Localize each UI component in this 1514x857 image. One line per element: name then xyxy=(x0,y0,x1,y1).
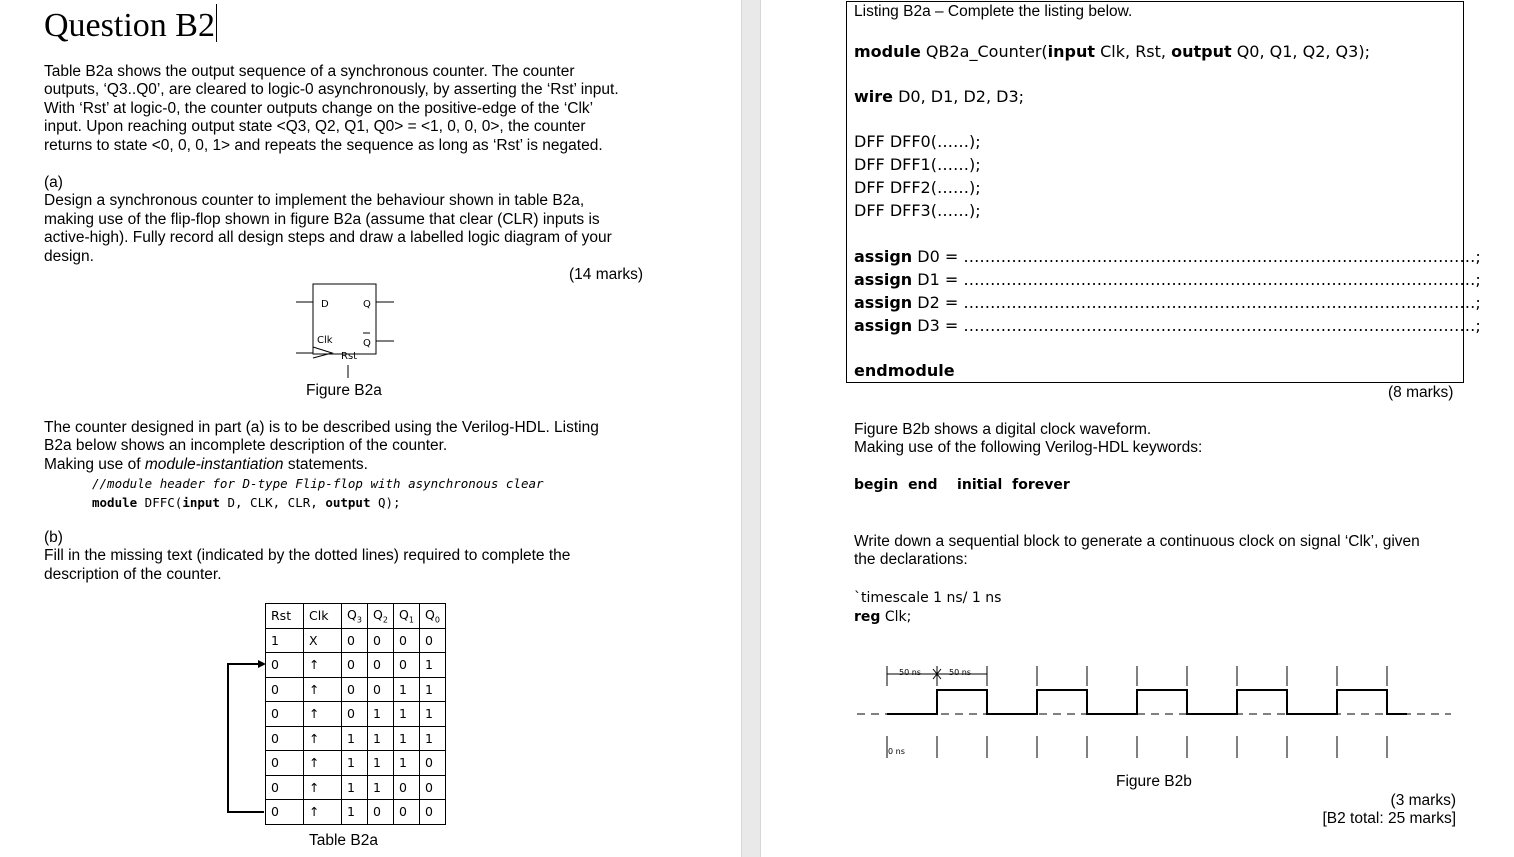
dffc-header-code: //module header for D-type Flip-flop with asynchronous clear module DFFC(input D, CLK, CLR, output Q); xyxy=(92,476,544,510)
table-row: 0 ↑ 0 0 0 1 xyxy=(266,653,446,678)
table-b2a-caption: Table B2a xyxy=(309,832,378,849)
loop-back-arrow xyxy=(222,655,270,815)
part-b-label: (b) xyxy=(44,529,63,546)
assign-d1: assign D1 = ……………………………………………………………………………………; xyxy=(854,270,1481,289)
clock-question: Figure B2b shows a digital clock waveform. Making use of the following Verilog-HDL keywords: xyxy=(854,421,1203,457)
question-title: Question B2 xyxy=(44,4,217,46)
dff-qbar-label: Q xyxy=(363,338,371,349)
clock-waveform-figure xyxy=(855,660,1455,770)
dff0-instantiation: DFF DFF0(……); xyxy=(854,132,981,151)
code-comment: //module header for D-type Flip-flop with asynchronous clear xyxy=(92,476,544,491)
clock-triangle xyxy=(313,347,332,358)
clock-signal-trace xyxy=(887,690,1407,714)
table-header-row: Rst Clk $Q_3$ $Q_2$ $Q_1$ $Q_0$ xyxy=(266,604,446,629)
dff1-instantiation: DFF DFF1(……); xyxy=(854,155,981,174)
keyword-list: begin end initial forever xyxy=(854,477,1070,493)
intro-paragraph: Table B2a shows the output sequence of a synchronous counter. The counter outputs, ‘Q3..Q0’, are cleared to logic-0 asynchronously, by asserting the ‘Rst’ input. With ‘Rst’ at logic-0, the counter outputs change on the positive-edge of the ‘Clk’ input. Upon reaching output state <Q3, Q2, Q1, Q0> = <1, 0, 0, 0>, the counter returns to state <0, 0, 0, 1> and repeats the sequence as long as ‘Rst’ is negated. xyxy=(44,63,619,154)
table-row: 0 ↑ 0 0 1 1 xyxy=(266,677,446,702)
assign-d2: assign D2 = ……………………………………………………………………………………; xyxy=(854,293,1481,312)
part-b: (b) Fill in the missing text (indicated by the dotted lines) required to complete the description of the counter. xyxy=(44,529,571,583)
assign-d3: assign D3 = ……………………………………………………………………………………; xyxy=(854,316,1481,335)
listing-endmodule: endmodule xyxy=(854,361,955,380)
part-a: (a) Design a synchronous counter to implement the behaviour shown in table B2a, making use of the flip-flop shown in figure B2a (assume that clear (CLR) inputs is active-high). Fully record all design steps and draw a labelled logic diagram of your design. xyxy=(44,174,612,265)
page-gutter xyxy=(741,0,761,857)
dff-q-label: Q xyxy=(363,299,371,310)
listing-dff-lines xyxy=(854,130,981,222)
table-row: 0 ↑ 1 1 0 0 xyxy=(266,775,446,800)
verilog-intro: The counter designed in part (a) is to be described using the Verilog-HDL. Listing B2a below shows an incomplete description of the counter. Making use of module-instantiation statements. xyxy=(44,419,599,473)
dff3-instantiation: DFF DFF3(……); xyxy=(854,201,981,220)
figure-b2a-caption: Figure B2a xyxy=(306,382,382,399)
timescale-line: `timescale 1 ns/ 1 ns xyxy=(854,590,1002,606)
sequence-table xyxy=(265,603,446,825)
table-row: 0 ↑ 1 1 1 1 xyxy=(266,726,446,751)
assign-d0: assign D0 = ……………………………………………………………………………………; xyxy=(854,247,1481,266)
dff-symbol-figure xyxy=(290,278,400,382)
label-0ns: 0 ns xyxy=(888,747,905,756)
figure-b2b-caption: Figure B2b xyxy=(1116,773,1192,790)
label-50ns-low: 50 ns xyxy=(899,668,921,677)
table-row: 0 ↑ 1 1 1 0 xyxy=(266,751,446,776)
dff-rst-label: Rst xyxy=(341,351,358,362)
listing-assign-lines xyxy=(854,245,1481,337)
reg-clk-line: reg Clk; xyxy=(854,609,912,625)
dff-d-label: D xyxy=(321,299,329,310)
listing-marks: (8 marks) xyxy=(1388,384,1454,401)
declarations-code xyxy=(854,589,1001,627)
text-cursor xyxy=(216,4,217,42)
listing-module-line: module QB2a_Counter(input Clk, Rst, output Q0, Q1, Q2, Q3); xyxy=(854,42,1370,61)
table-row: 0 ↑ 0 1 1 1 xyxy=(266,702,446,727)
part-a-label: (a) xyxy=(44,174,63,191)
table-row: 1 X 0 0 0 0 xyxy=(266,628,446,653)
listing-title: Listing B2a – Complete the listing below. xyxy=(854,3,1133,20)
listing-wire-line: wire D0, D1, D2, D3; xyxy=(854,87,1025,106)
label-50ns-high: 50 ns xyxy=(949,668,971,677)
question-total: [B2 total: 25 marks] xyxy=(1322,810,1456,828)
dff2-instantiation: DFF DFF2(……); xyxy=(854,178,981,197)
write-instruction: Write down a sequential block to generate a continuous clock on signal ‘Clk’, given the declarations: xyxy=(854,533,1420,569)
dff-clk-label: Clk xyxy=(317,335,333,346)
part-a-marks: (14 marks) xyxy=(569,266,644,283)
table-row: 0 ↑ 1 0 0 0 xyxy=(266,800,446,825)
clock-marks: (3 marks) [B2 total: 25 marks] xyxy=(1322,792,1456,828)
